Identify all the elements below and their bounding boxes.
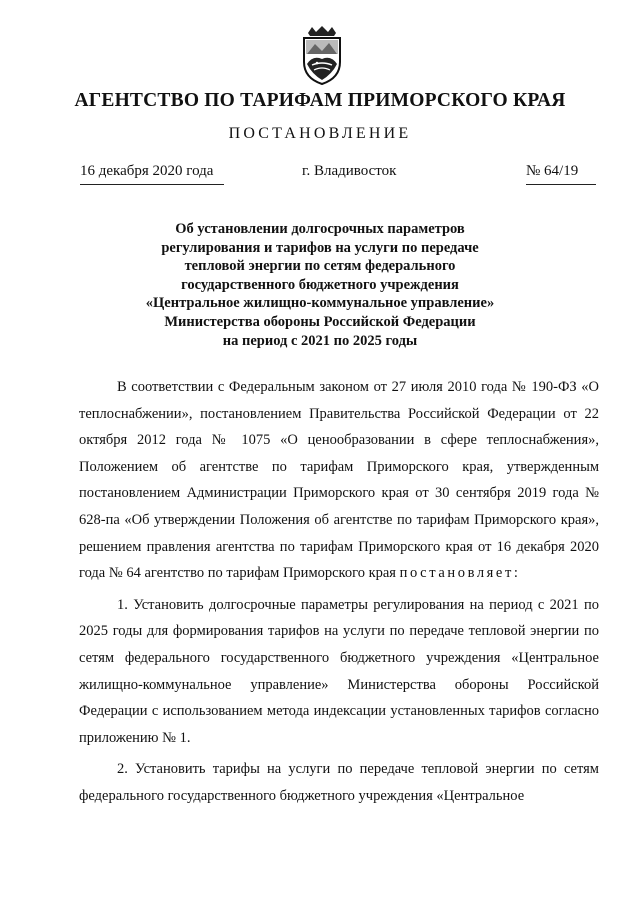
document-subject (120, 220, 520, 350)
subject-line: тепловой энергии по сетям федерального (184, 258, 456, 275)
preamble-paragraph (79, 374, 599, 587)
subject-line: Об установлении долгосрочных параметров (175, 221, 465, 237)
subject-line: регулирования и тарифов на услуги по передаче (161, 239, 479, 256)
preamble-text: В соответствии с Федеральным законом от 27 июля 2010 года № 190-ФЗ «О теплоснабжении», постановлением Правительства Российской Федерации от 22 октября 2012 года № 1075 «О ценообразовании в сфере теплоснабжения», Положением об агентстве по тарифам Приморского края, утвержденным постановлением Администрации Приморского края от 30 сентября 2019 года № 628-па «Об утверждении Положения об агентстве по тарифам Приморского края», решением правления агентства по тарифам Приморского края от 16 декабря 2020 года № 64 агентство по тарифам Приморского края (79, 379, 599, 582)
document-number: № 64/19 (526, 163, 596, 185)
item-2-paragraph: 2. Установить тарифы на услуги по передаче тепловой энергии по сетям федерального государственного бюджетного учреждения «Центральное (79, 761, 599, 804)
document-body (79, 374, 599, 810)
document-date: 16 декабря 2020 года (80, 163, 224, 185)
primorsky-krai-coat-of-arms-icon (298, 24, 346, 86)
subject-line: государственного бюджетного учреждения (181, 276, 459, 293)
subject-line: Министерства обороны Российской Федерации (164, 313, 476, 330)
subject-line: «Центральное жилищно-коммунальное управление» (145, 295, 495, 312)
document-type: ПОСТАНОВЛЕНИЕ (228, 125, 412, 142)
decree-word: постановляет: (399, 565, 521, 582)
subject-line: на период с 2021 по 2025 годы (222, 332, 418, 349)
item-1-paragraph: 1. Установить долгосрочные параметры регулирования на период с 2021 по 2025 годы для формирования тарифов на услуги по передаче тепловой энергии по сетям федерального государственного бюджетного учреждения «Центральное жилищно-коммунальное управление» Министерства обороны Российской Федерации с использованием метода индексации установленных тарифов согласно приложению № 1. (79, 596, 599, 746)
agency-title: АГЕНТСТВО ПО ТАРИФАМ ПРИМОРСКОГО КРАЯ (74, 90, 566, 111)
document-city: г. Владивосток (302, 163, 397, 179)
